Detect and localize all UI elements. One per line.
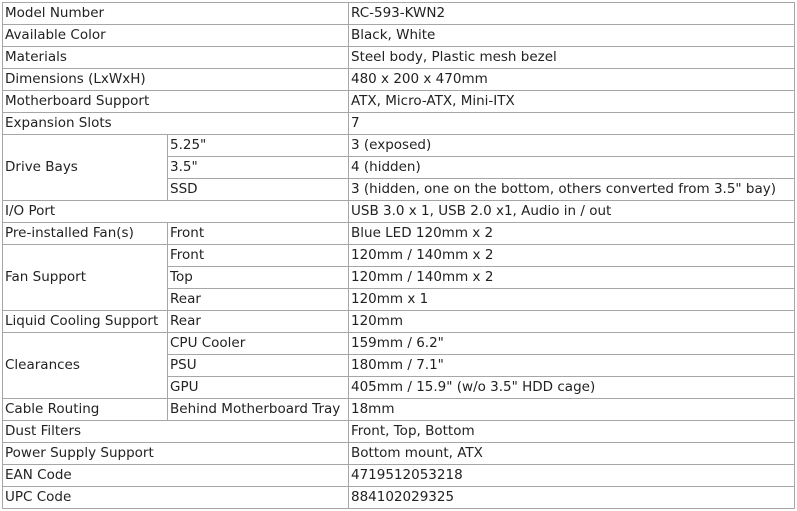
spec-value: 4 (hidden) [349, 157, 795, 179]
spec-value: 4719512053218 [349, 465, 795, 487]
spec-value: RC-593-KWN2 [349, 3, 795, 25]
spec-value: 120mm / 140mm x 2 [349, 267, 795, 289]
spec-value: USB 3.0 x 1, USB 2.0 x1, Audio in / out [349, 201, 795, 223]
table-row [3, 69, 795, 91]
spec-sublabel: SSD [168, 179, 349, 201]
table-row [3, 333, 795, 355]
table-row [3, 113, 795, 135]
spec-value: 120mm / 140mm x 2 [349, 245, 795, 267]
spec-value: 120mm [349, 311, 795, 333]
spec-label: Power Supply Support [3, 443, 349, 465]
table-row [3, 443, 795, 465]
spec-value: 180mm / 7.1" [349, 355, 795, 377]
spec-label: Motherboard Support [3, 91, 349, 113]
spec-label: Liquid Cooling Support [3, 311, 168, 333]
spec-label: Dimensions (LxWxH) [3, 69, 349, 91]
spec-label: Cable Routing [3, 399, 168, 421]
spec-value: ATX, Micro-ATX, Mini-ITX [349, 91, 795, 113]
table-row [3, 223, 795, 245]
spec-sublabel: Front [168, 223, 349, 245]
spec-sublabel: Top [168, 267, 349, 289]
spec-value: 159mm / 6.2" [349, 333, 795, 355]
spec-sublabel: PSU [168, 355, 349, 377]
spec-sublabel: Behind Motherboard Tray [168, 399, 349, 421]
spec-sublabel: 5.25" [168, 135, 349, 157]
spec-label: Dust Filters [3, 421, 349, 443]
table-row [3, 47, 795, 69]
spec-label: Expansion Slots [3, 113, 349, 135]
spec-sublabel: Rear [168, 289, 349, 311]
spec-sublabel: CPU Cooler [168, 333, 349, 355]
spec-label: EAN Code [3, 465, 349, 487]
spec-value: 3 (exposed) [349, 135, 795, 157]
table-row [3, 487, 795, 509]
table-row [3, 91, 795, 113]
spec-label: I/O Port [3, 201, 349, 223]
spec-value: 3 (hidden, one on the bottom, others converted from 3.5" bay) [349, 179, 795, 201]
table-row [3, 135, 795, 157]
spec-label: Pre-installed Fan(s) [3, 223, 168, 245]
spec-sublabel: Front [168, 245, 349, 267]
spec-value: 405mm / 15.9" (w/o 3.5" HDD cage) [349, 377, 795, 399]
table-row [3, 201, 795, 223]
spec-value: Blue LED 120mm x 2 [349, 223, 795, 245]
spec-value: Steel body, Plastic mesh bezel [349, 47, 795, 69]
spec-value: 18mm [349, 399, 795, 421]
table-row [3, 421, 795, 443]
spec-label: Drive Bays [3, 135, 168, 201]
spec-sublabel: Rear [168, 311, 349, 333]
spec-label: Clearances [3, 333, 168, 399]
spec-table-body [3, 3, 795, 509]
spec-value: Bottom mount, ATX [349, 443, 795, 465]
spec-label: Available Color [3, 25, 349, 47]
spec-value: 7 [349, 113, 795, 135]
table-row [3, 3, 795, 25]
table-row [3, 245, 795, 267]
spec-sublabel: 3.5" [168, 157, 349, 179]
spec-table [2, 2, 795, 509]
table-row [3, 311, 795, 333]
table-row [3, 399, 795, 421]
spec-label: Materials [3, 47, 349, 69]
spec-value: 120mm x 1 [349, 289, 795, 311]
spec-sublabel: GPU [168, 377, 349, 399]
spec-value: Black, White [349, 25, 795, 47]
spec-label: UPC Code [3, 487, 349, 509]
spec-label: Model Number [3, 3, 349, 25]
spec-value: 884102029325 [349, 487, 795, 509]
table-row [3, 25, 795, 47]
spec-label: Fan Support [3, 245, 168, 311]
spec-value: 480 x 200 x 470mm [349, 69, 795, 91]
spec-table-container [2, 2, 795, 509]
spec-value: Front, Top, Bottom [349, 421, 795, 443]
table-row [3, 465, 795, 487]
